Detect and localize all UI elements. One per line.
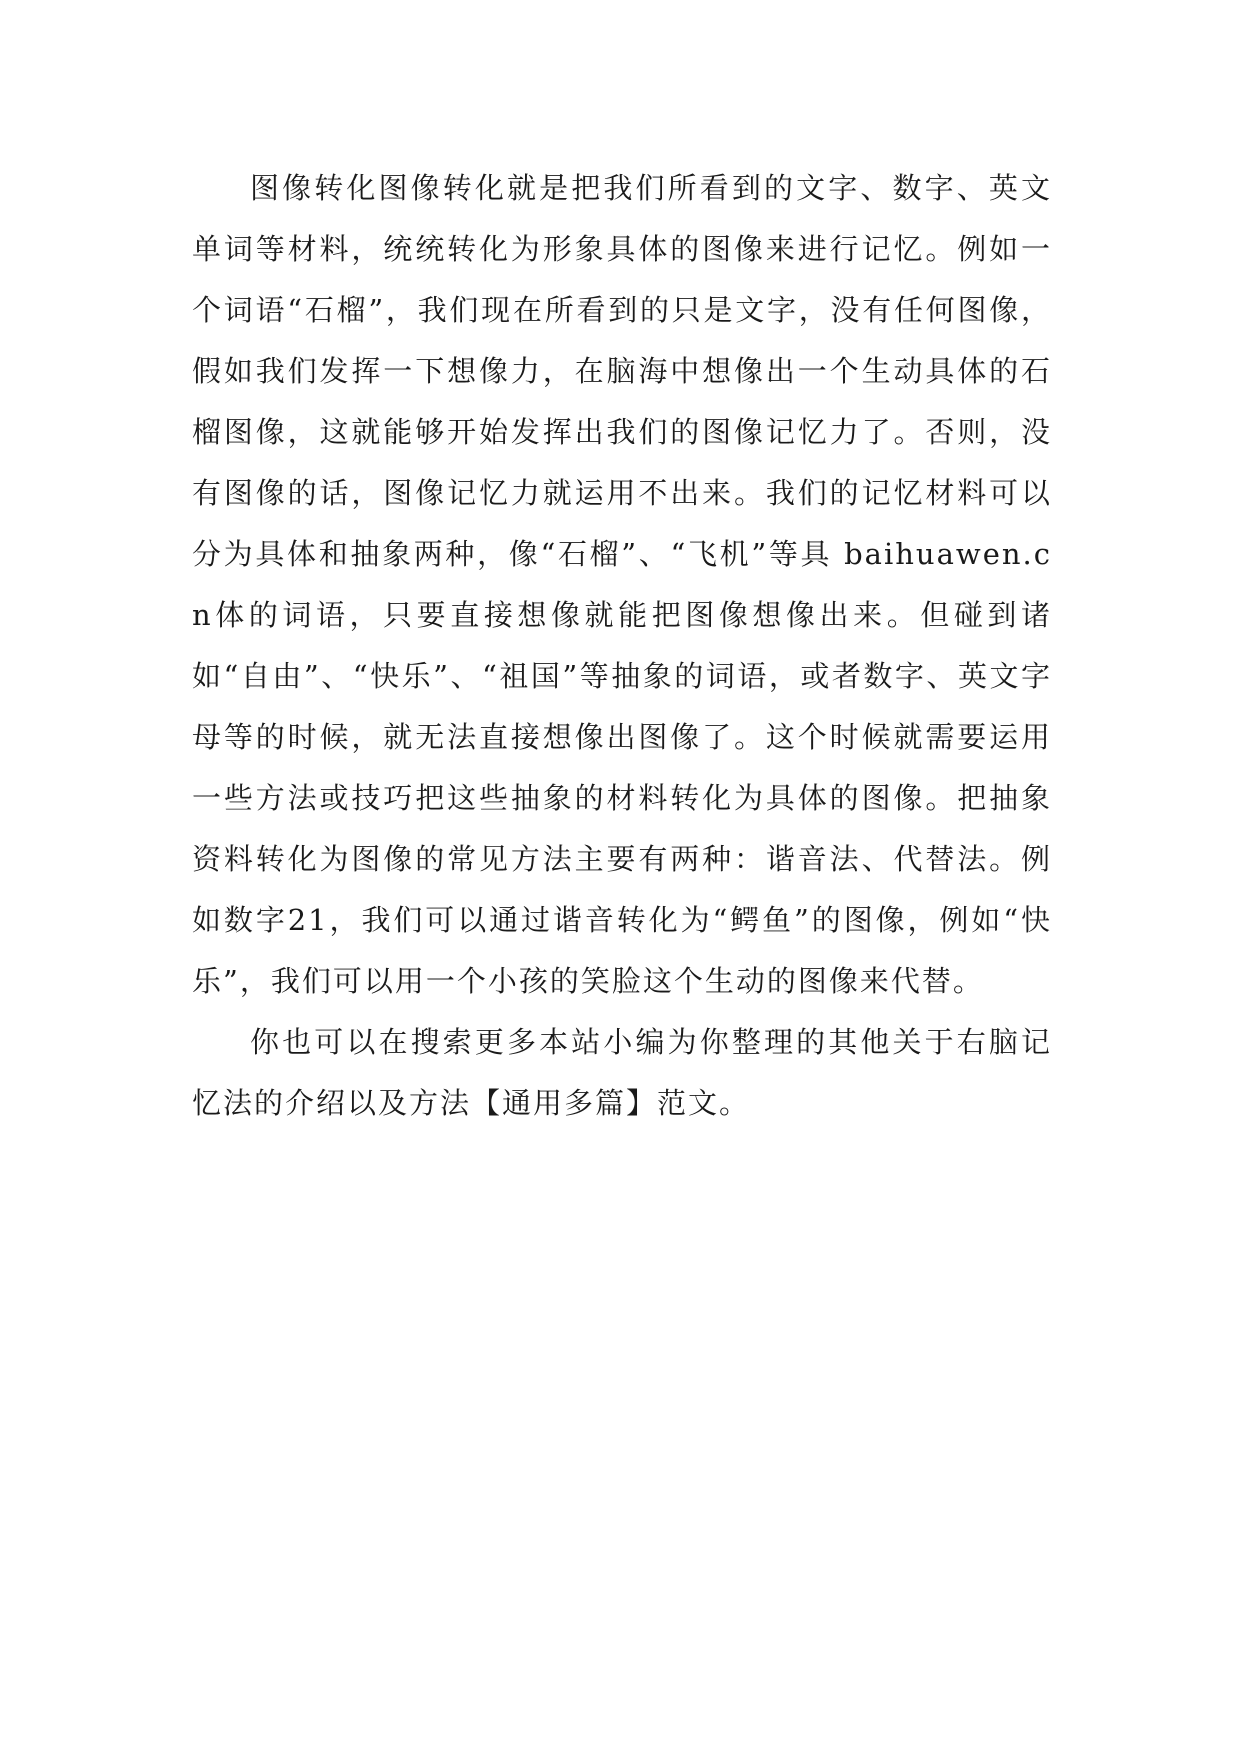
document-body [192, 158, 1075, 1134]
paragraph-more-articles: 你也可以在搜索更多本站小编为你整理的其他关于右脑记忆法的介绍以及方法【通用多篇】范文。 [192, 1025, 1052, 1120]
paragraph-image-conversion: 图像转化图像转化就是把我们所看到的文字、数字、英文单词等材料，统统转化为形象具体的图像来进行记忆。例如一个词语“石榴”，我们现在所看到的只是文字，没有任何图像，假如我们发挥一下想像力，在脑海中想像出一个生动具体的石榴图像，这就能够开始发挥出我们的图像记忆力了。否则，没有图像的话，图像记忆力就运用不出来。我们的记忆材料可以分为具体和抽象两种，像“石榴”、“飞机”等具 baihuawen.c n体的词语，只要直接想像就能把图像想像出来。但碰到诸如“自由”、“快乐”、“祖国”等抽象的词语，或者数字、英文字母等的时候，就无法直接想像出图像了。这个时候就需要运用一些方法或技巧把这些抽象的材料转化为具体的图像。把抽象资料转化为图像的常见方法主要有两种：谐音法、代替法。例如数字21，我们可以通过谐音转化为“鳄鱼”的图像，例如“快乐”，我们可以用一个小孩的笑脸这个生动的图像来代替。 [192, 171, 1075, 998]
